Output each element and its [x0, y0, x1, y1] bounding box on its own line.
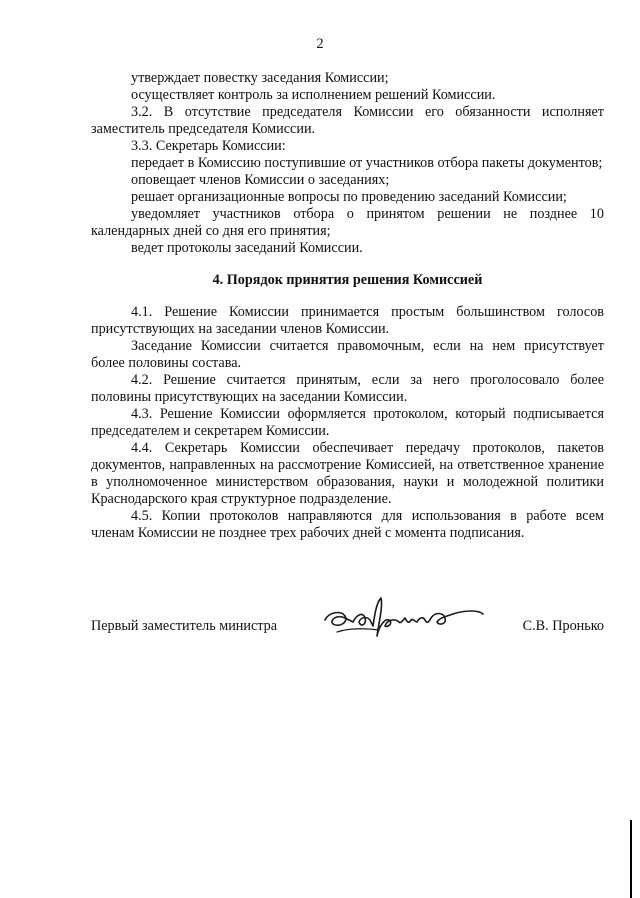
- paragraph: 4.5. Копии протоколов направляются для использования в работе всем членам Комиссии не позднее трех рабочих дней с момента подписания.: [91, 508, 604, 541]
- signatory-name: С.В. Пронько: [522, 618, 604, 634]
- paragraph: уведомляет участников отбора о принятом решении не позднее 10 календарных дней со дня его принятия;: [91, 206, 604, 239]
- paragraph: осуществляет контроль за исполнением решений Комиссии.: [131, 87, 496, 103]
- section-title: 4. Порядок принятия решения Комиссией: [212, 272, 483, 288]
- paragraph: ведет протоколы заседаний Комиссии.: [131, 240, 363, 256]
- paragraph: 3.3. Секретарь Комиссии:: [131, 138, 286, 154]
- signatory-position: Первый заместитель министра: [91, 618, 278, 634]
- scan-edge-line: [630, 820, 632, 898]
- paragraph: 3.2. В отсутствие председателя Комиссии его обязанности исполняет заместитель председателя Комиссии.: [91, 104, 604, 137]
- paragraph: Заседание Комиссии считается правомочным, если на нем присутствует более половины состава.: [91, 338, 604, 371]
- paragraph: утверждает повестку заседания Комиссии;: [131, 70, 389, 86]
- signature-block: [91, 614, 604, 654]
- paragraph: оповещает членов Комиссии о заседаниях;: [131, 172, 390, 188]
- paragraph: 4.4. Секретарь Комиссии обеспечивает передачу протоколов, пакетов документов, направленных на рассмотрение Комиссией, на ответственное хранение в уполномоченное министерством образования, науки и молодежной политики Краснодарского края структурное подразделение.: [91, 440, 604, 507]
- paragraph: решает организационные вопросы по проведению заседаний Комиссии;: [131, 189, 567, 205]
- handwritten-signature: [319, 592, 489, 648]
- page-number: 2: [316, 36, 324, 52]
- paragraph: 4.2. Решение считается принятым, если за него проголосовало более половины присутствующих на заседании Комиссии.: [91, 372, 604, 405]
- document-body: [91, 70, 604, 542]
- paragraph: 4.3. Решение Комиссии оформляется протоколом, который подписывается председателем и секретарем Комиссии.: [91, 406, 604, 439]
- paragraph: передает в Комиссию поступившие от участников отбора пакеты документов;: [131, 155, 603, 171]
- paragraph: 4.1. Решение Комиссии принимается простым большинством голосов присутствующих на заседании членов Комиссии.: [91, 304, 604, 337]
